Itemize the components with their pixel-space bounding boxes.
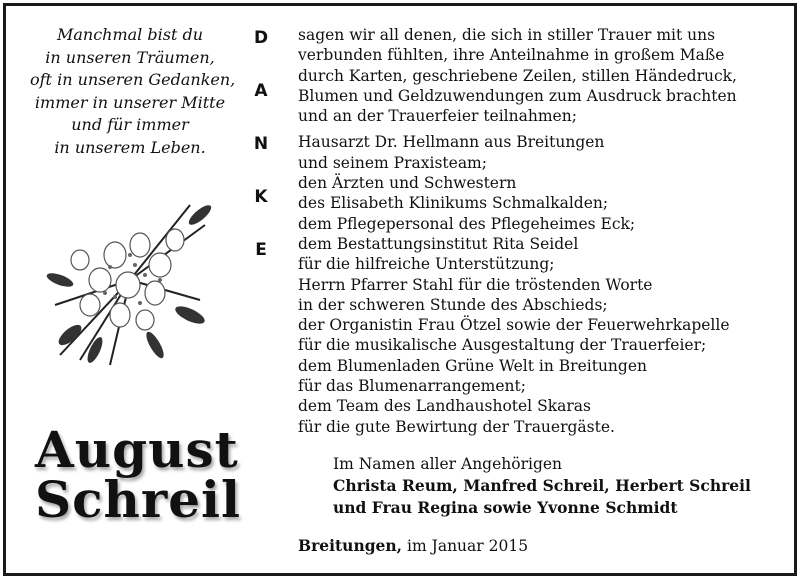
- thanks-line: Hausarzt Dr. Hellmann aus Breitungen: [298, 133, 605, 152]
- thanks-line: der Organistin Frau Ötzel sowie der Feuerwehrkapelle: [298, 316, 730, 335]
- intro-line: verbunden fühlten, ihre Anteilnahme in großem Maße: [298, 46, 725, 65]
- poem-line: und für immer: [71, 115, 189, 134]
- thanks-line: den Ärzten und Schwestern: [298, 174, 517, 193]
- intro-line: sagen wir all denen, die sich in stiller Trauer mit uns: [298, 26, 716, 44]
- signature-block: [333, 453, 773, 519]
- thanks-line: Herrn Pfarrer Stahl für die tröstenden Worte: [298, 275, 653, 294]
- signature-names: Christa Reum, Manfred Schreil, Herbert Schreil: [333, 476, 751, 495]
- poem-line: immer in unserer Mitte: [34, 92, 226, 112]
- deceased-last-name: Schreil: [35, 470, 242, 529]
- thanks-line: dem Blumenladen Grüne Welt in Breitungen: [298, 356, 647, 375]
- thanks-line: dem Bestattungsinstitut Rita Seidel: [298, 234, 579, 253]
- poem-line: in unseren Träumen,: [45, 47, 215, 67]
- intro-line: und an der Trauerfeier teilnahmen;: [298, 107, 577, 126]
- intro-line: durch Karten, geschriebene Zeilen, stillen Händedruck,: [298, 66, 737, 85]
- place-date-text: im Januar 2015: [407, 537, 529, 555]
- thanks-line: für die musikalische Ausgestaltung der Trauerfeier;: [298, 336, 707, 355]
- place-date: [298, 536, 528, 555]
- thanks-line: und seinem Praxisteam;: [298, 153, 487, 172]
- thanks-line: dem Pflegepersonal des Pflegeheimes Eck;: [298, 214, 636, 233]
- danke-vertical-word: [248, 28, 274, 293]
- poem-line: oft in unseren Gedanken,: [30, 70, 236, 89]
- danke-letter: E: [255, 240, 267, 260]
- poem-line: Manchmal bist du: [56, 25, 204, 44]
- thanks-line: für die gute Bewirtung der Trauergäste.: [298, 417, 615, 436]
- danke-letter: K: [254, 187, 268, 207]
- signature-intro: Im Namen aller Angehörigen: [333, 455, 563, 473]
- deceased-first-name: August: [35, 420, 239, 479]
- thanks-line: für das Blumenarrangement;: [298, 377, 526, 396]
- thanks-text: [298, 25, 778, 437]
- poem-line: in unserem Leben.: [54, 137, 206, 157]
- thanks-line: für die hilfreiche Unterstützung;: [298, 255, 555, 274]
- danke-letter: D: [253, 28, 269, 48]
- place-city: Breitungen,: [298, 536, 403, 555]
- flower-bouquet-image: [40, 185, 220, 370]
- poem: [30, 24, 236, 159]
- thanks-line: dem Team des Landhaushotel Skaras: [298, 397, 591, 416]
- danke-letter: A: [254, 81, 268, 101]
- danke-letter: N: [253, 134, 269, 154]
- intro-line: Blumen und Geldzuwendungen zum Ausdruck brachten: [298, 86, 737, 105]
- thanks-line: des Elisabeth Klinikums Schmalkalden;: [298, 194, 609, 213]
- signature-names: und Frau Regina sowie Yvonne Schmidt: [333, 498, 678, 517]
- thanks-line: in der schweren Stunde des Abschieds;: [298, 295, 608, 314]
